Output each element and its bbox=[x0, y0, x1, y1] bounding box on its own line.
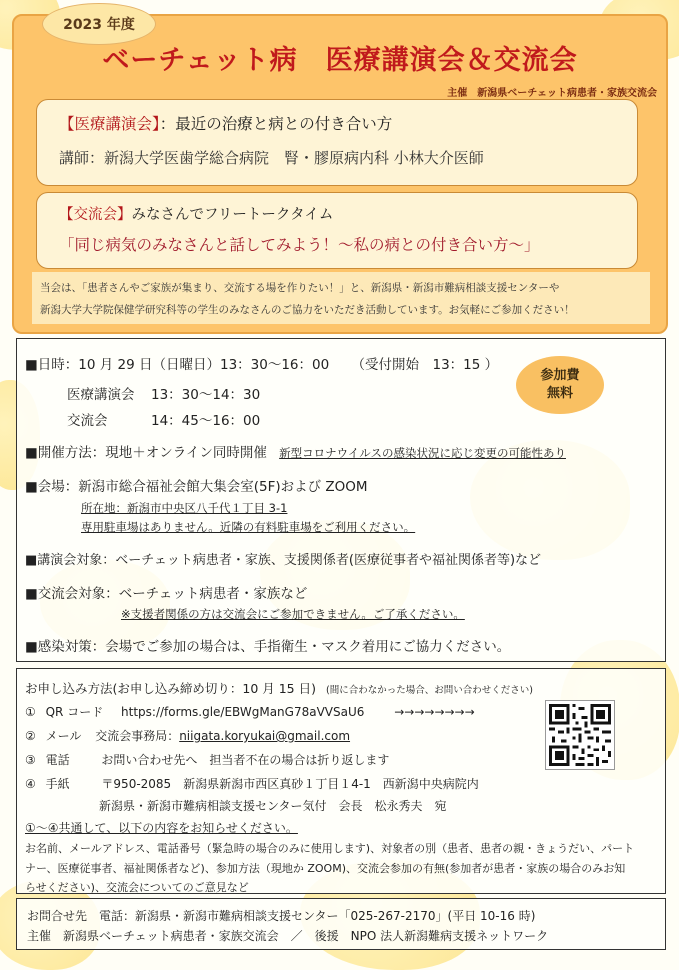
intro-block bbox=[32, 272, 650, 324]
fee-value: 無料 bbox=[546, 386, 573, 401]
intro-line-1: 当会は、「患者さんやご家族が集まり、交流する場を作りたい！」と、新潟県・新潟市難病相談支援センターや bbox=[40, 282, 560, 294]
method-text: ■開催方法：現地＋オンライン同時開催 bbox=[25, 445, 267, 461]
contact-line-2: 主催 新潟県ベーチェット病患者・家族交流会 ／ 後援 NPO 法人新潟難病支援ネットワーク bbox=[27, 929, 549, 943]
apply-heading-line bbox=[25, 679, 533, 697]
method-label: QR コード bbox=[45, 705, 104, 719]
method-label: メール bbox=[45, 729, 82, 743]
year-text: 2023 年度 bbox=[63, 17, 135, 33]
apply-heading: お申し込み方法(お申し込み締め切り：10 月 15 日) bbox=[25, 681, 316, 696]
method-label: 手紙 bbox=[45, 777, 70, 791]
event-method bbox=[25, 441, 566, 461]
reception-time: （受付開始 13：15 ） bbox=[351, 357, 499, 373]
exchange-time-label: 交流会 bbox=[67, 413, 108, 429]
method-qr-row bbox=[25, 703, 475, 720]
email-label: 交流会事務局： bbox=[95, 729, 180, 743]
method-label: 電話 bbox=[45, 753, 70, 767]
form-link[interactable]: https://forms.gle/EBWgManG78aVVSaU6 bbox=[121, 705, 365, 719]
arrow-decoration: →→→→→→→→ bbox=[394, 705, 475, 719]
contact-line-1: お問合せ先 電話：新潟県・新潟市難病相談支援センター「025-267-2170」(平日 10-16 時) bbox=[27, 909, 536, 923]
lecture-title-line bbox=[59, 112, 392, 134]
qr-code[interactable] bbox=[545, 700, 615, 770]
event-datetime bbox=[25, 353, 498, 373]
method-number: ② bbox=[25, 729, 36, 743]
parking-note: 専用駐車場はありません。近隣の有料駐車場をご利用ください。 bbox=[81, 520, 416, 534]
method-phone-row bbox=[25, 751, 389, 768]
lecture-label: 【医療講演会】 bbox=[59, 115, 160, 133]
required-fields-3: らせください)、交流会についてのご意見など bbox=[25, 881, 249, 894]
fee-label: 参加費 bbox=[540, 367, 580, 383]
event-venue: ■会場：新潟市総合福祉会館大集会室(5F)および ZOOM bbox=[25, 479, 368, 495]
exchange-note: ※支援者関係の方は交流会にご参加できません。ご了承ください。 bbox=[121, 607, 465, 621]
lecture-time-label: 医療講演会 bbox=[67, 387, 135, 403]
required-fields-1: お名前、メールアドレス、電話番号（緊急時の場合のみに使用します)、対象者の別（患者、患者の親・きょうだい、パート bbox=[25, 842, 635, 855]
email-link[interactable]: niigata.koryukai@gmail.com bbox=[179, 729, 351, 743]
exchange-time: 14：45～16：00 bbox=[151, 413, 261, 429]
lecture-time-row bbox=[67, 383, 260, 403]
datetime-text: ■日時：10 月 29 日（日曜日）13：30～16：00 bbox=[25, 357, 330, 373]
qr-code-graphic bbox=[549, 704, 611, 766]
method-number: ④ bbox=[25, 777, 36, 791]
exchange-target: ■交流会対象：ベーチェット病患者・家族など bbox=[25, 586, 308, 602]
exchange-time-row bbox=[67, 409, 260, 429]
contact-box bbox=[16, 898, 666, 950]
lecture-speaker: 講師：新潟大学医歯学総合病院 腎・膠原病内科 小林大介医師 bbox=[59, 149, 484, 167]
page-title: ベーチェット病 医療講演会＆交流会 bbox=[102, 45, 578, 76]
fee-badge bbox=[516, 356, 604, 414]
method-number: ① bbox=[25, 705, 36, 719]
letter-address: 〒950-2085 新潟県新潟市西区真砂１丁目１4-1 西新潟中央病院内 bbox=[101, 777, 479, 791]
lecture-target: ■講演会対象：ベーチェット病患者・家族、支援関係者(医療従事者や福祉関係者等)など bbox=[25, 553, 542, 568]
apply-heading-note: (間に合わなかった場合、お問い合わせください) bbox=[325, 685, 533, 696]
phone-text: お問い合わせ先へ 担当者不在の場合は折り返します bbox=[101, 753, 390, 767]
exchange-label: 【交流会】 bbox=[59, 207, 132, 223]
method-email-row bbox=[25, 727, 350, 744]
exchange-title-line bbox=[59, 203, 333, 224]
exchange-topic: みなさんでフリートークタイム bbox=[131, 207, 334, 223]
method-note: 新型コロナウイルスの感染状況に応じ変更の可能性あり bbox=[279, 446, 566, 460]
method-number: ③ bbox=[25, 753, 36, 767]
lecture-topic: ：最近の治療と病との付き合い方 bbox=[159, 115, 393, 133]
infection-control: ■感染対策：会場でご参加の場合は、手指衛生・マスク着用にご協力ください。 bbox=[25, 639, 511, 655]
method-letter-row bbox=[25, 775, 479, 792]
letter-recipient: 新潟県・新潟市難病相談支援センター気付 会長 松永秀夫 宛 bbox=[99, 799, 447, 813]
venue-address: 所在地：新潟市中央区八千代１丁目 3-1 bbox=[81, 501, 288, 515]
lecture-time: 13：30～14：30 bbox=[151, 387, 261, 403]
organizer-text: 主催 新潟県ベーチェット病患者・家族交流会 bbox=[447, 88, 657, 99]
common-instruction: ①～④共通して、以下の内容をお知らせください。 bbox=[25, 821, 298, 835]
lecture-panel bbox=[36, 99, 638, 186]
exchange-panel bbox=[36, 192, 638, 269]
required-fields-2: ナー、医療従事者、福祉関係者など)、参加方法（現地か ZOOM)、交流会参加の有無(参加者が患者・家族の場合のみお知 bbox=[25, 862, 626, 875]
intro-line-2: 新潟大学大学院保健学研究科等の学生のみなさんのご協力をいただき活動しています。お気軽にご参加ください！ bbox=[40, 304, 575, 316]
exchange-quote: 「同じ病気のみなさんと話してみよう！～私の病との付き合い方～」 bbox=[59, 236, 540, 254]
